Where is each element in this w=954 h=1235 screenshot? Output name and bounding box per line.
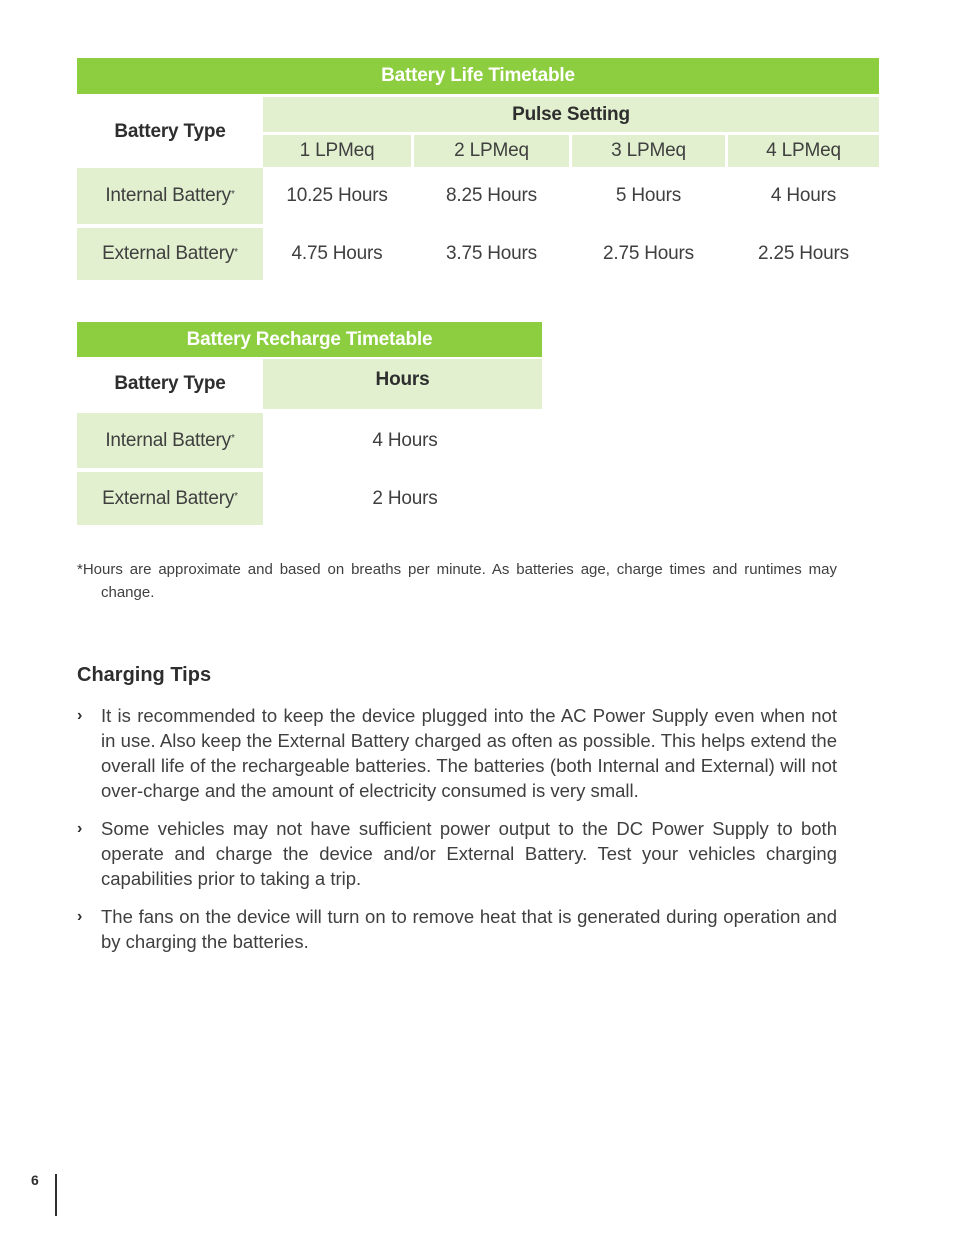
setting-header-1: 1 LPMeq xyxy=(263,135,411,167)
tip-text: It is recommended to keep the device plugged into the AC Power Supply even when not in use. Also keep the External Battery charged as often as possible. This helps extend the overall life of the rechargeable batteries. The batteries (both Internal and External) will not over-charge and the amount of electricity consumed is very small. xyxy=(101,705,837,801)
chevron-right-icon: › xyxy=(77,908,83,925)
recharge-table-title: Battery Recharge Timetable xyxy=(77,322,542,357)
table-cell: 3.75 Hours xyxy=(446,243,537,264)
table-cell: 5 Hours xyxy=(615,185,682,206)
life-row-label-internal xyxy=(77,168,263,224)
recharge-row-label-external xyxy=(77,472,263,525)
list-item xyxy=(77,703,837,803)
row-label: External Battery xyxy=(102,487,235,509)
hours-header: Hours xyxy=(263,359,542,409)
setting-header-3: 3 LPMeq xyxy=(572,135,725,167)
table-cell: 10.25 Hours xyxy=(286,185,388,206)
page-number: 6 xyxy=(31,1172,39,1188)
setting-header-4: 4 LPMeq xyxy=(728,135,879,167)
asterisk-mark: * xyxy=(230,188,235,200)
list-item xyxy=(77,816,837,891)
footnote: *Hours are approximate and based on breaths per minute. As batteries age, charge times and runtimes may change. xyxy=(77,561,837,601)
charging-tips-heading: Charging Tips xyxy=(77,664,212,686)
asterisk-mark: * xyxy=(234,491,238,502)
life-type-header: Battery Type xyxy=(114,121,226,142)
chevron-right-icon: › xyxy=(77,707,83,724)
tip-text: The fans on the device will turn on to remove heat that is generated during operation and by charging the batteries. xyxy=(101,906,837,952)
page-number-divider xyxy=(55,1174,57,1216)
table-cell: 2.75 Hours xyxy=(603,243,694,264)
table-cell: 4 Hours xyxy=(372,429,438,451)
setting-header-2: 2 LPMeq xyxy=(414,135,569,167)
recharge-type-header: Battery Type xyxy=(114,373,226,394)
row-label: Internal Battery xyxy=(105,185,231,206)
life-table-title: Battery Life Timetable xyxy=(77,58,879,94)
asterisk-mark: * xyxy=(230,433,235,444)
table-cell: 2.25 Hours xyxy=(758,243,849,264)
pulse-setting-header: Pulse Setting xyxy=(263,97,879,132)
table-cell: 4.75 Hours xyxy=(291,243,383,264)
recharge-row-label-internal xyxy=(77,413,263,468)
chevron-right-icon: › xyxy=(77,820,83,837)
row-label: External Battery xyxy=(102,243,235,264)
charging-tips-list xyxy=(77,703,837,967)
life-row-label-external xyxy=(77,228,263,280)
row-label: Internal Battery xyxy=(105,429,231,451)
table-cell: 2 Hours xyxy=(372,487,438,509)
table-cell: 4 Hours xyxy=(770,185,837,206)
list-item xyxy=(77,904,837,954)
table-cell: 8.25 Hours xyxy=(446,185,537,206)
asterisk-mark: * xyxy=(234,246,238,258)
tip-text: Some vehicles may not have sufficient power output to the DC Power Supply to both operate and charge the device and/or External Battery. Test your vehicles charging capabilities prior to taking a trip. xyxy=(101,818,837,889)
